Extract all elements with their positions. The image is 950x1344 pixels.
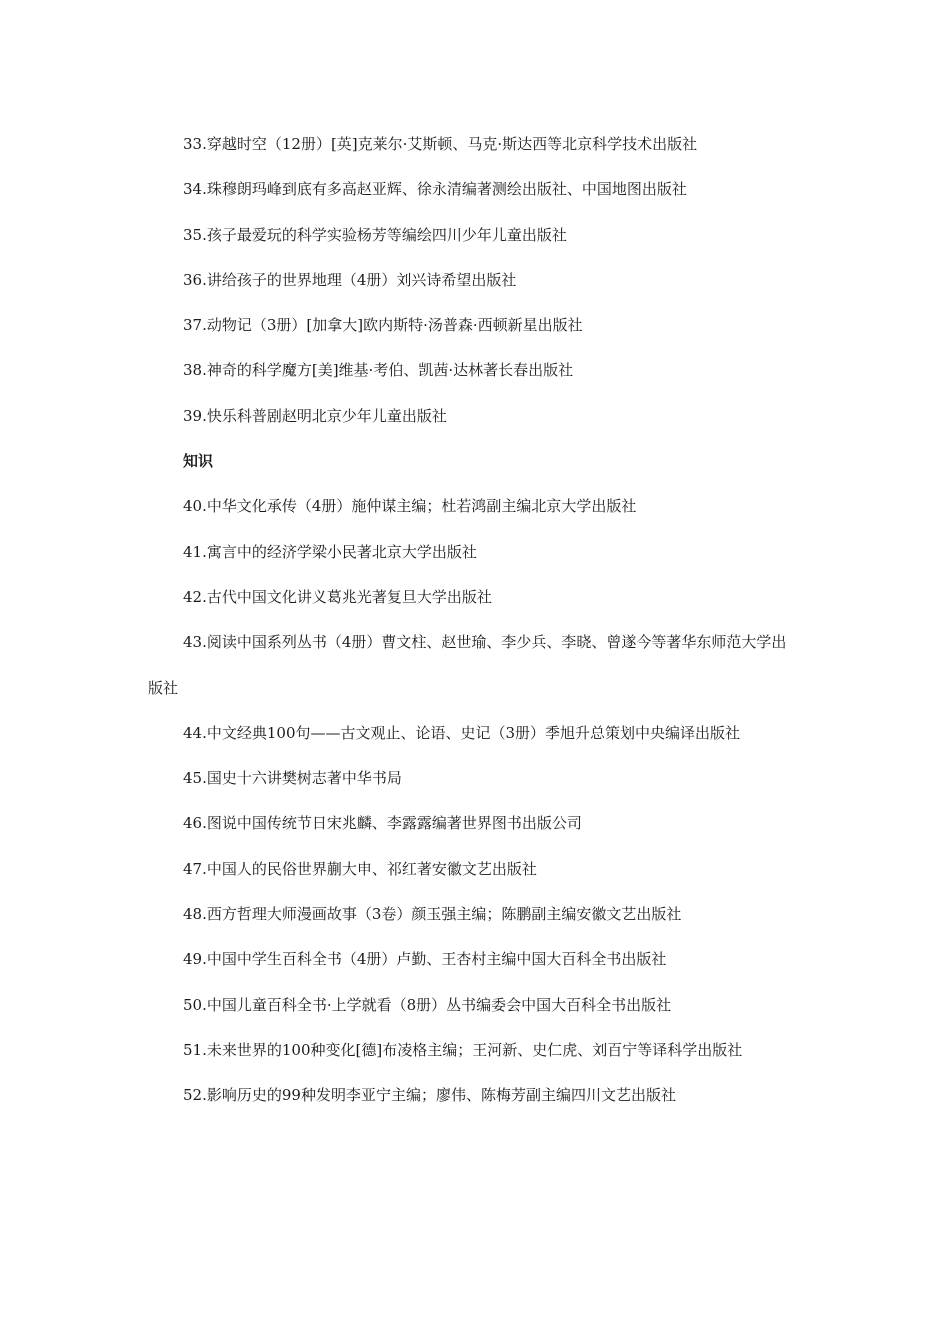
list-item: 34.珠穆朗玛峰到底有多高赵亚辉、徐永清编著测绘出版社、中国地图出版社 xyxy=(183,180,687,199)
list-item: 45.国史十六讲樊树志著中华书局 xyxy=(183,769,402,788)
list-item: 52.影响历史的99种发明李亚宁主编；廖伟、陈梅芳副主编四川文艺出版社 xyxy=(183,1086,676,1105)
list-item: 39.快乐科普剧赵明北京少年儿童出版社 xyxy=(183,406,447,425)
list-item: 35.孩子最爱玩的科学实验杨芳等编绘四川少年儿童出版社 xyxy=(183,225,567,244)
list-item: 50.中国儿童百科全书·上学就看（8册）丛书编委会中国大百科全书出版社 xyxy=(183,995,672,1014)
list-item: 51.未来世界的100种变化[德]布凌格主编；王河新、史仁虎、刘百宁等译科学出版社 xyxy=(183,1040,743,1059)
list-item: 44.中文经典100句——古文观止、论语、史记（3册）季旭升总策划中央编译出版社 xyxy=(183,723,741,742)
list-item: 47.中国人的民俗世界蒯大申、祁红著安徽文艺出版社 xyxy=(183,859,537,878)
list-item: 37.动物记（3册）[加拿大]欧内斯特·汤普森·西顿新星出版社 xyxy=(183,316,583,335)
list-item: 42.古代中国文化讲义葛兆光著复旦大学出版社 xyxy=(183,587,492,606)
document-body xyxy=(148,122,798,1119)
list-item: 33.穿越时空（12册）[英]克莱尔·艾斯顿、马克·斯达西等北京科学技术出版社 xyxy=(183,135,698,153)
list-item: 36.讲给孩子的世界地理（4册）刘兴诗希望出版社 xyxy=(183,270,517,289)
list-item: 43.阅读中国系列丛书（4册）曹文柱、赵世瑜、李少兵、李晓、曾遂今等著华东师范大学出版社 xyxy=(148,633,787,697)
section-heading: 知识 xyxy=(183,452,214,471)
list-item: 49.中国中学生百科全书（4册）卢勤、王杏村主编中国大百科全书出版社 xyxy=(183,950,667,969)
list-item: 41.寓言中的经济学梁小民著北京大学出版社 xyxy=(183,542,477,561)
list-item: 48.西方哲理大师漫画故事（3卷）颜玉强主编；陈鹏副主编安徽文艺出版社 xyxy=(183,905,682,924)
list-item: 38.神奇的科学魔方[美]维基·考伯、凯茜·达林著长春出版社 xyxy=(183,361,574,380)
list-item: 46.图说中国传统节日宋兆麟、李露露编著世界图书出版公司 xyxy=(183,814,582,833)
list-item: 40.中华文化承传（4册）施仲谋主编；杜若鸿副主编北京大学出版社 xyxy=(183,497,637,516)
